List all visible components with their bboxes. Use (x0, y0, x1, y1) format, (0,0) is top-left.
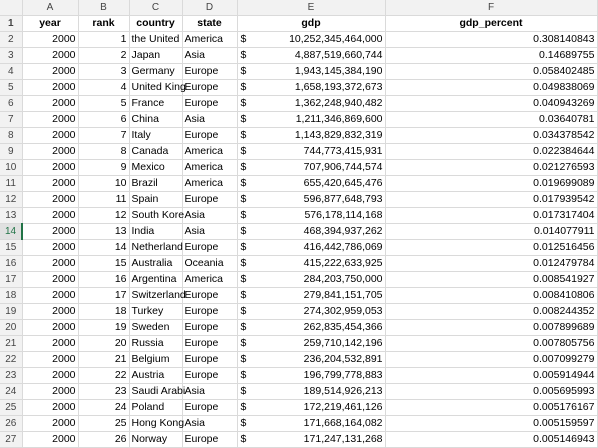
cell-rank[interactable]: 1 (78, 32, 129, 48)
table-row (0, 208, 597, 224)
currency-symbol: $ (240, 321, 247, 333)
row-header[interactable]: 17 (0, 272, 22, 288)
gdp-value: 172,219,461,126 (303, 401, 383, 413)
gdp-value: 596,877,648,793 (303, 193, 383, 205)
table-row (0, 384, 597, 400)
cell-country[interactable]: France (129, 96, 182, 112)
row-header[interactable]: 10 (0, 160, 22, 176)
cell-gdp-percent[interactable]: 0.14689755 (385, 48, 597, 64)
cell-gdp[interactable] (237, 368, 385, 384)
gdp-value: 279,841,151,705 (303, 289, 383, 301)
row-header[interactable]: 27 (0, 432, 22, 448)
row-header[interactable]: 5 (0, 80, 22, 96)
gdp-value: 1,943,145,384,190 (294, 65, 383, 77)
cell-gdp-percent[interactable]: 0.017317404 (385, 208, 597, 224)
cell-gdp[interactable] (237, 416, 385, 432)
row-header[interactable]: 26 (0, 416, 22, 432)
cell-gdp-percent[interactable]: 0.308140843 (385, 32, 597, 48)
cell-gdp-percent[interactable]: 0.007899689 (385, 320, 597, 336)
cell-gdp[interactable] (237, 336, 385, 352)
cell-country[interactable]: Switzerland (129, 288, 182, 304)
table-row (0, 64, 597, 80)
cell-rank[interactable]: 3 (78, 64, 129, 80)
cell-gdp-percent[interactable]: 0.008541927 (385, 272, 597, 288)
table-row (0, 352, 597, 368)
gdp-value: 284,203,750,000 (303, 273, 383, 285)
cell-rank[interactable]: 7 (78, 128, 129, 144)
cell-gdp[interactable] (237, 240, 385, 256)
cell-year[interactable]: 2000 (22, 240, 78, 256)
currency-symbol: $ (240, 209, 247, 221)
gdp-value: 1,211,346,869,600 (295, 113, 383, 125)
cell-gdp-percent[interactable]: 0.058402485 (385, 64, 597, 80)
cell-gdp[interactable] (237, 176, 385, 192)
table-row (0, 192, 597, 208)
row-header[interactable]: 19 (0, 304, 22, 320)
cell-state[interactable]: Oceania (182, 256, 237, 272)
cell-country[interactable]: Germany (129, 64, 182, 80)
cell-year[interactable]: 2000 (22, 192, 78, 208)
cell-rank[interactable]: 22 (78, 368, 129, 384)
currency-symbol: $ (240, 401, 247, 413)
cell-gdp-percent[interactable]: 0.03640781 (385, 112, 597, 128)
row-header[interactable]: 3 (0, 48, 22, 64)
cell-state[interactable]: Europe (182, 304, 237, 320)
cell-year[interactable]: 2000 (22, 160, 78, 176)
gdp-value: 171,668,164,082 (303, 417, 383, 429)
currency-symbol: $ (240, 97, 247, 109)
row-header[interactable]: 22 (0, 352, 22, 368)
select-all-corner[interactable] (0, 0, 22, 16)
table-header-row (0, 16, 597, 32)
cell-state[interactable]: Europe (182, 336, 237, 352)
gdp-value: 259,710,142,196 (303, 337, 383, 349)
cell-year[interactable]: 2000 (22, 224, 78, 240)
column-header-e[interactable]: E (237, 0, 385, 16)
cell-state[interactable]: Asia (182, 208, 237, 224)
cell-country[interactable]: Saudi Arabi (129, 384, 182, 400)
cell-rank[interactable]: 9 (78, 160, 129, 176)
cell-year[interactable]: 2000 (22, 288, 78, 304)
cell-year[interactable]: 2000 (22, 384, 78, 400)
cell-gdp[interactable] (237, 400, 385, 416)
cell-year[interactable]: 2000 (22, 352, 78, 368)
cell-country[interactable]: Australia (129, 256, 182, 272)
cell-rank[interactable]: 17 (78, 288, 129, 304)
gdp-value: 1,143,829,832,319 (294, 129, 383, 141)
currency-symbol: $ (240, 65, 247, 77)
currency-symbol: $ (240, 113, 247, 125)
cell-year[interactable]: 2000 (22, 368, 78, 384)
cell-state-header[interactable]: state (182, 16, 237, 32)
cell-country[interactable]: China (129, 112, 182, 128)
cell-country[interactable]: Netherland (129, 240, 182, 256)
table-row (0, 112, 597, 128)
cell-country[interactable]: India (129, 224, 182, 240)
gdp-value: 196,799,778,883 (303, 369, 383, 381)
cell-state[interactable]: Europe (182, 192, 237, 208)
cell-year[interactable]: 2000 (22, 304, 78, 320)
row-header[interactable]: 1 (0, 16, 22, 32)
cell-country[interactable]: Sweden (129, 320, 182, 336)
cell-year[interactable]: 2000 (22, 48, 78, 64)
cell-gdp-percent[interactable]: 0.005914944 (385, 368, 597, 384)
gdp-value: 4,887,519,660,744 (294, 49, 383, 61)
row-header[interactable]: 20 (0, 320, 22, 336)
cell-state[interactable]: Asia (182, 224, 237, 240)
table-row (0, 160, 597, 176)
cell-year-header[interactable]: year (22, 16, 78, 32)
cell-state[interactable]: Europe (182, 400, 237, 416)
cell-country[interactable]: Mexico (129, 160, 182, 176)
currency-symbol: $ (240, 289, 247, 301)
row-header[interactable]: 12 (0, 192, 22, 208)
cell-country[interactable]: Belgium (129, 352, 182, 368)
row-header[interactable]: 2 (0, 32, 22, 48)
cell-rank[interactable]: 19 (78, 320, 129, 336)
cell-rank[interactable]: 2 (78, 48, 129, 64)
cell-rank[interactable]: 26 (78, 432, 129, 448)
currency-symbol: $ (240, 433, 247, 445)
cell-gdp[interactable] (237, 224, 385, 240)
cell-gdp-percent-header[interactable]: gdp_percent (385, 16, 597, 32)
cell-state[interactable]: Europe (182, 288, 237, 304)
cell-rank[interactable]: 12 (78, 208, 129, 224)
currency-symbol: $ (240, 241, 247, 253)
cell-year[interactable]: 2000 (22, 400, 78, 416)
table-row (0, 144, 597, 160)
currency-symbol: $ (240, 337, 247, 349)
table-row (0, 416, 597, 432)
cell-state[interactable]: America (182, 144, 237, 160)
table-row (0, 128, 597, 144)
cell-state[interactable]: Europe (182, 432, 237, 448)
table-row (0, 336, 597, 352)
row-header[interactable]: 21 (0, 336, 22, 352)
cell-country[interactable]: Poland (129, 400, 182, 416)
table-row (0, 272, 597, 288)
cell-rank[interactable]: 25 (78, 416, 129, 432)
cell-country[interactable]: Austria (129, 368, 182, 384)
cell-gdp-header[interactable]: gdp (237, 16, 385, 32)
cell-rank[interactable]: 14 (78, 240, 129, 256)
cell-year[interactable]: 2000 (22, 32, 78, 48)
cell-gdp-percent[interactable]: 0.008410806 (385, 288, 597, 304)
cell-gdp[interactable] (237, 192, 385, 208)
currency-symbol: $ (240, 369, 247, 381)
row-header[interactable]: 14 (0, 224, 22, 240)
cell-rank[interactable]: 15 (78, 256, 129, 272)
row-header[interactable]: 23 (0, 368, 22, 384)
cell-gdp-percent[interactable]: 0.005176167 (385, 400, 597, 416)
cell-gdp-percent[interactable]: 0.019699089 (385, 176, 597, 192)
cell-year[interactable]: 2000 (22, 144, 78, 160)
cell-year[interactable]: 2000 (22, 96, 78, 112)
cell-year[interactable]: 2000 (22, 320, 78, 336)
currency-symbol: $ (240, 417, 247, 429)
table-row (0, 32, 597, 48)
cell-rank[interactable]: 13 (78, 224, 129, 240)
cell-gdp[interactable] (237, 48, 385, 64)
cell-rank[interactable]: 4 (78, 80, 129, 96)
cell-year[interactable]: 2000 (22, 208, 78, 224)
row-header[interactable]: 8 (0, 128, 22, 144)
cell-gdp[interactable] (237, 256, 385, 272)
cell-country[interactable]: Hong Kong (129, 416, 182, 432)
table-row (0, 240, 597, 256)
currency-symbol: $ (240, 33, 247, 45)
cell-country[interactable]: Spain (129, 192, 182, 208)
cell-gdp-percent[interactable]: 0.012479784 (385, 256, 597, 272)
currency-symbol: $ (240, 257, 247, 269)
cell-gdp-percent[interactable]: 0.017939542 (385, 192, 597, 208)
cell-rank-header[interactable]: rank (78, 16, 129, 32)
cell-rank[interactable]: 20 (78, 336, 129, 352)
cell-gdp-percent[interactable]: 0.040943269 (385, 96, 597, 112)
table-row (0, 288, 597, 304)
cell-gdp[interactable] (237, 64, 385, 80)
row-header[interactable]: 9 (0, 144, 22, 160)
row-header[interactable]: 16 (0, 256, 22, 272)
currency-symbol: $ (240, 385, 247, 397)
currency-symbol: $ (240, 273, 247, 285)
cell-state[interactable]: America (182, 160, 237, 176)
cell-gdp-percent[interactable]: 0.049838069 (385, 80, 597, 96)
cell-gdp[interactable] (237, 352, 385, 368)
cell-gdp[interactable] (237, 432, 385, 448)
cell-year[interactable]: 2000 (22, 416, 78, 432)
currency-symbol: $ (240, 177, 247, 189)
cell-country[interactable]: Japan (129, 48, 182, 64)
cell-country[interactable]: South Kore (129, 208, 182, 224)
cell-gdp[interactable] (237, 128, 385, 144)
cell-rank[interactable]: 11 (78, 192, 129, 208)
cell-gdp[interactable] (237, 272, 385, 288)
column-header-c[interactable]: C (129, 0, 182, 16)
cell-rank[interactable]: 10 (78, 176, 129, 192)
column-header-d[interactable]: D (182, 0, 237, 16)
cell-year[interactable]: 2000 (22, 64, 78, 80)
table-row (0, 400, 597, 416)
currency-symbol: $ (240, 225, 247, 237)
gdp-value: 416,442,786,069 (303, 241, 383, 253)
cell-gdp[interactable] (237, 112, 385, 128)
cell-state[interactable]: Europe (182, 128, 237, 144)
currency-symbol: $ (240, 145, 247, 157)
cell-gdp-percent[interactable]: 0.007099279 (385, 352, 597, 368)
cell-gdp[interactable] (237, 32, 385, 48)
cell-country[interactable]: Norway (129, 432, 182, 448)
cell-rank[interactable]: 24 (78, 400, 129, 416)
cell-country-header[interactable]: country (129, 16, 182, 32)
gdp-value: 10,252,345,464,000 (289, 33, 383, 45)
cell-year[interactable]: 2000 (22, 80, 78, 96)
cell-gdp[interactable] (237, 208, 385, 224)
cell-gdp-percent[interactable]: 0.021276593 (385, 160, 597, 176)
row-header[interactable]: 7 (0, 112, 22, 128)
cell-gdp-percent[interactable]: 0.005695993 (385, 384, 597, 400)
cell-gdp-percent[interactable]: 0.014077911 (385, 224, 597, 240)
cell-year[interactable]: 2000 (22, 256, 78, 272)
cell-state[interactable]: Asia (182, 112, 237, 128)
cell-gdp-percent[interactable]: 0.012516456 (385, 240, 597, 256)
cell-year[interactable]: 2000 (22, 336, 78, 352)
table-row (0, 304, 597, 320)
cell-state[interactable]: America (182, 32, 237, 48)
column-header-f[interactable]: F (385, 0, 597, 16)
cell-rank[interactable]: 6 (78, 112, 129, 128)
cell-gdp-percent[interactable]: 0.022384644 (385, 144, 597, 160)
gdp-value: 1,658,193,372,673 (294, 81, 383, 93)
row-header[interactable]: 4 (0, 64, 22, 80)
cell-gdp-percent[interactable]: 0.005159597 (385, 416, 597, 432)
row-header[interactable]: 25 (0, 400, 22, 416)
currency-symbol: $ (240, 305, 247, 317)
table-row (0, 48, 597, 64)
cell-state[interactable]: Asia (182, 48, 237, 64)
column-header-a[interactable]: A (22, 0, 78, 16)
cell-rank[interactable]: 16 (78, 272, 129, 288)
table-row (0, 256, 597, 272)
cell-country[interactable]: the United (129, 32, 182, 48)
cell-gdp-percent[interactable]: 0.005146943 (385, 432, 597, 448)
cell-country[interactable]: Italy (129, 128, 182, 144)
cell-state[interactable]: Europe (182, 96, 237, 112)
cell-country[interactable]: Argentina (129, 272, 182, 288)
currency-symbol: $ (240, 353, 247, 365)
cell-gdp-percent[interactable]: 0.007805756 (385, 336, 597, 352)
cell-state[interactable]: America (182, 176, 237, 192)
table-row (0, 96, 597, 112)
cell-rank[interactable]: 21 (78, 352, 129, 368)
cell-country[interactable]: Turkey (129, 304, 182, 320)
cell-country[interactable]: United King (129, 80, 182, 96)
cell-year[interactable]: 2000 (22, 176, 78, 192)
cell-gdp[interactable] (237, 160, 385, 176)
cell-year[interactable]: 2000 (22, 272, 78, 288)
gdp-value: 171,247,131,268 (303, 433, 383, 445)
cell-state[interactable]: Europe (182, 352, 237, 368)
cell-gdp-percent[interactable]: 0.008244352 (385, 304, 597, 320)
cell-rank[interactable]: 23 (78, 384, 129, 400)
cell-country[interactable]: Canada (129, 144, 182, 160)
table-row (0, 176, 597, 192)
cell-year[interactable]: 2000 (22, 112, 78, 128)
cell-gdp[interactable] (237, 288, 385, 304)
gdp-value: 655,420,645,476 (303, 177, 383, 189)
row-header[interactable]: 11 (0, 176, 22, 192)
gdp-value: 189,514,926,213 (303, 385, 383, 397)
cell-gdp-percent[interactable]: 0.034378542 (385, 128, 597, 144)
cell-state[interactable]: Asia (182, 416, 237, 432)
cell-gdp[interactable] (237, 80, 385, 96)
gdp-value: 236,204,532,891 (303, 353, 383, 365)
row-header[interactable]: 6 (0, 96, 22, 112)
cell-country[interactable]: Brazil (129, 176, 182, 192)
table-row (0, 80, 597, 96)
cell-state[interactable]: America (182, 272, 237, 288)
row-header[interactable]: 15 (0, 240, 22, 256)
cell-state[interactable]: Europe (182, 320, 237, 336)
cell-rank[interactable]: 5 (78, 96, 129, 112)
gdp-value: 707,906,744,574 (303, 161, 383, 173)
table-row (0, 432, 597, 448)
cell-rank[interactable]: 8 (78, 144, 129, 160)
row-header[interactable]: 24 (0, 384, 22, 400)
table-row (0, 224, 597, 240)
gdp-value: 744,773,415,931 (303, 145, 383, 157)
row-header[interactable]: 18 (0, 288, 22, 304)
cell-year[interactable]: 2000 (22, 128, 78, 144)
gdp-value: 274,302,959,053 (303, 305, 383, 317)
cell-state[interactable]: Europe (182, 64, 237, 80)
currency-symbol: $ (240, 193, 247, 205)
currency-symbol: $ (240, 49, 247, 61)
gdp-value: 468,394,937,262 (303, 225, 383, 237)
cell-year[interactable]: 2000 (22, 432, 78, 448)
currency-symbol: $ (240, 129, 247, 141)
gdp-value: 415,222,633,925 (303, 257, 383, 269)
cell-gdp[interactable] (237, 144, 385, 160)
table-row (0, 368, 597, 384)
cell-rank[interactable]: 18 (78, 304, 129, 320)
currency-symbol: $ (240, 161, 247, 173)
cell-state[interactable]: Asia (182, 384, 237, 400)
cell-state[interactable]: Europe (182, 80, 237, 96)
cell-state[interactable]: Europe (182, 240, 237, 256)
column-header-b[interactable]: B (78, 0, 129, 16)
gdp-value: 1,362,248,940,482 (294, 97, 383, 109)
table-row (0, 320, 597, 336)
cell-gdp[interactable] (237, 320, 385, 336)
currency-symbol: $ (240, 81, 247, 93)
cell-country[interactable]: Russia (129, 336, 182, 352)
cell-state[interactable]: Europe (182, 368, 237, 384)
cell-gdp[interactable] (237, 384, 385, 400)
cell-gdp[interactable] (237, 96, 385, 112)
gdp-value: 262,835,454,366 (303, 321, 383, 333)
row-header[interactable]: 13 (0, 208, 22, 224)
gdp-value: 576,178,114,168 (304, 209, 383, 221)
cell-gdp[interactable] (237, 304, 385, 320)
